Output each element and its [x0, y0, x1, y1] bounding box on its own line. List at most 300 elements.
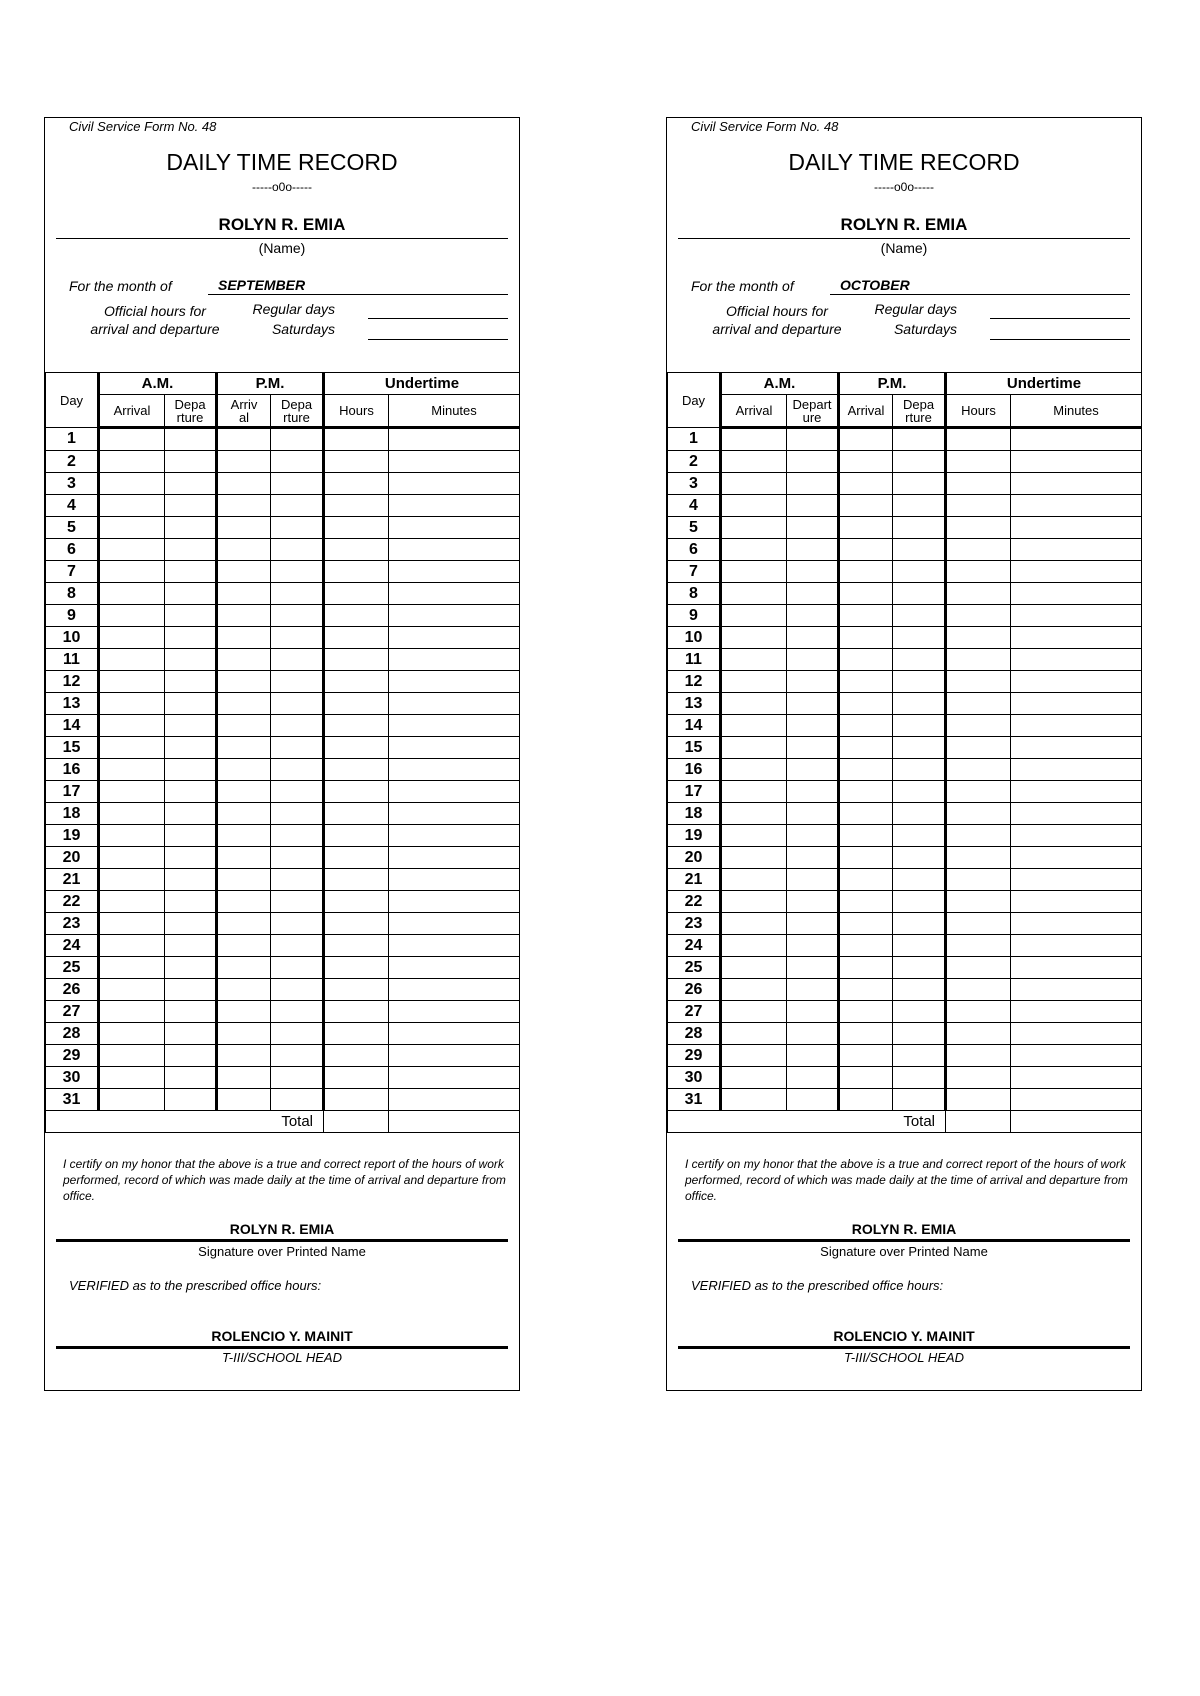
pm-departure-cell[interactable]: [271, 517, 324, 539]
undertime-hours-cell[interactable]: [324, 627, 389, 649]
pm-departure-cell[interactable]: [893, 913, 946, 935]
pm-arrival-cell[interactable]: [217, 847, 271, 869]
pm-arrival-cell[interactable]: [217, 693, 271, 715]
am-departure-cell[interactable]: [787, 957, 839, 979]
pm-departure-cell[interactable]: [271, 561, 324, 583]
undertime-hours-cell[interactable]: [324, 517, 389, 539]
undertime-hours-cell[interactable]: [946, 715, 1011, 737]
pm-arrival-cell[interactable]: [839, 737, 893, 759]
undertime-hours-cell[interactable]: [324, 759, 389, 781]
undertime-minutes-cell[interactable]: [1011, 825, 1142, 847]
am-departure-cell[interactable]: [165, 979, 217, 1001]
am-arrival-cell[interactable]: [721, 671, 787, 693]
am-departure-cell[interactable]: [787, 671, 839, 693]
am-arrival-cell[interactable]: [721, 825, 787, 847]
pm-arrival-cell[interactable]: [217, 1001, 271, 1023]
pm-departure-cell[interactable]: [893, 1023, 946, 1045]
am-arrival-cell[interactable]: [721, 473, 787, 495]
pm-departure-cell[interactable]: [893, 517, 946, 539]
pm-departure-cell[interactable]: [271, 869, 324, 891]
undertime-minutes-cell[interactable]: [389, 715, 520, 737]
pm-departure-cell[interactable]: [271, 847, 324, 869]
undertime-minutes-cell[interactable]: [1011, 1067, 1142, 1089]
undertime-hours-cell[interactable]: [324, 539, 389, 561]
total-hours-cell[interactable]: [324, 1111, 389, 1133]
pm-departure-cell[interactable]: [893, 671, 946, 693]
pm-departure-cell[interactable]: [271, 957, 324, 979]
pm-departure-cell[interactable]: [271, 1045, 324, 1067]
am-departure-cell[interactable]: [787, 803, 839, 825]
undertime-minutes-cell[interactable]: [389, 561, 520, 583]
pm-departure-cell[interactable]: [271, 781, 324, 803]
undertime-minutes-cell[interactable]: [1011, 891, 1142, 913]
am-departure-cell[interactable]: [787, 825, 839, 847]
undertime-hours-cell[interactable]: [324, 847, 389, 869]
pm-departure-cell[interactable]: [893, 583, 946, 605]
pm-arrival-cell[interactable]: [839, 583, 893, 605]
am-departure-cell[interactable]: [787, 869, 839, 891]
undertime-hours-cell[interactable]: [946, 847, 1011, 869]
pm-departure-cell[interactable]: [893, 473, 946, 495]
am-departure-cell[interactable]: [787, 693, 839, 715]
undertime-hours-cell[interactable]: [324, 737, 389, 759]
am-arrival-cell[interactable]: [721, 1023, 787, 1045]
am-arrival-cell[interactable]: [721, 428, 787, 451]
am-arrival-cell[interactable]: [721, 451, 787, 473]
pm-arrival-cell[interactable]: [839, 913, 893, 935]
pm-departure-cell[interactable]: [893, 957, 946, 979]
am-arrival-cell[interactable]: [721, 891, 787, 913]
pm-arrival-cell[interactable]: [217, 869, 271, 891]
undertime-hours-cell[interactable]: [324, 825, 389, 847]
pm-arrival-cell[interactable]: [217, 913, 271, 935]
undertime-minutes-cell[interactable]: [389, 495, 520, 517]
pm-departure-cell[interactable]: [271, 935, 324, 957]
undertime-hours-cell[interactable]: [324, 979, 389, 1001]
undertime-hours-cell[interactable]: [324, 1067, 389, 1089]
undertime-minutes-cell[interactable]: [1011, 693, 1142, 715]
pm-departure-cell[interactable]: [893, 539, 946, 561]
undertime-minutes-cell[interactable]: [1011, 869, 1142, 891]
undertime-minutes-cell[interactable]: [1011, 913, 1142, 935]
undertime-minutes-cell[interactable]: [389, 891, 520, 913]
pm-departure-cell[interactable]: [271, 803, 324, 825]
pm-departure-cell[interactable]: [893, 715, 946, 737]
am-arrival-cell[interactable]: [99, 649, 165, 671]
undertime-minutes-cell[interactable]: [1011, 737, 1142, 759]
undertime-minutes-cell[interactable]: [389, 473, 520, 495]
undertime-minutes-cell[interactable]: [1011, 781, 1142, 803]
undertime-minutes-cell[interactable]: [1011, 517, 1142, 539]
undertime-minutes-cell[interactable]: [389, 1001, 520, 1023]
am-departure-cell[interactable]: [787, 759, 839, 781]
am-departure-cell[interactable]: [787, 1045, 839, 1067]
undertime-hours-cell[interactable]: [946, 825, 1011, 847]
am-arrival-cell[interactable]: [99, 869, 165, 891]
pm-arrival-cell[interactable]: [217, 1067, 271, 1089]
pm-arrival-cell[interactable]: [839, 693, 893, 715]
undertime-minutes-cell[interactable]: [1011, 847, 1142, 869]
pm-departure-cell[interactable]: [271, 1089, 324, 1111]
pm-departure-cell[interactable]: [893, 605, 946, 627]
am-departure-cell[interactable]: [165, 495, 217, 517]
am-departure-cell[interactable]: [165, 957, 217, 979]
am-departure-cell[interactable]: [165, 847, 217, 869]
pm-departure-cell[interactable]: [271, 891, 324, 913]
pm-arrival-cell[interactable]: [217, 957, 271, 979]
pm-arrival-cell[interactable]: [217, 737, 271, 759]
pm-arrival-cell[interactable]: [839, 759, 893, 781]
pm-departure-cell[interactable]: [893, 451, 946, 473]
undertime-minutes-cell[interactable]: [389, 539, 520, 561]
am-arrival-cell[interactable]: [99, 693, 165, 715]
pm-departure-cell[interactable]: [893, 891, 946, 913]
pm-arrival-cell[interactable]: [839, 803, 893, 825]
am-departure-cell[interactable]: [165, 781, 217, 803]
pm-arrival-cell[interactable]: [839, 627, 893, 649]
pm-arrival-cell[interactable]: [217, 649, 271, 671]
am-arrival-cell[interactable]: [99, 605, 165, 627]
am-arrival-cell[interactable]: [99, 428, 165, 451]
total-minutes-cell[interactable]: [389, 1111, 520, 1133]
am-arrival-cell[interactable]: [99, 1089, 165, 1111]
pm-arrival-cell[interactable]: [839, 891, 893, 913]
pm-arrival-cell[interactable]: [217, 561, 271, 583]
am-departure-cell[interactable]: [787, 428, 839, 451]
am-departure-cell[interactable]: [165, 1067, 217, 1089]
undertime-minutes-cell[interactable]: [389, 1089, 520, 1111]
undertime-minutes-cell[interactable]: [389, 428, 520, 451]
undertime-hours-cell[interactable]: [946, 803, 1011, 825]
am-departure-cell[interactable]: [165, 869, 217, 891]
am-arrival-cell[interactable]: [99, 451, 165, 473]
am-arrival-cell[interactable]: [99, 935, 165, 957]
pm-arrival-cell[interactable]: [217, 428, 271, 451]
undertime-hours-cell[interactable]: [324, 561, 389, 583]
am-departure-cell[interactable]: [165, 759, 217, 781]
pm-departure-cell[interactable]: [271, 583, 324, 605]
am-arrival-cell[interactable]: [721, 539, 787, 561]
am-arrival-cell[interactable]: [721, 979, 787, 1001]
am-arrival-cell[interactable]: [99, 671, 165, 693]
pm-departure-cell[interactable]: [271, 428, 324, 451]
am-arrival-cell[interactable]: [721, 715, 787, 737]
undertime-minutes-cell[interactable]: [1011, 428, 1142, 451]
undertime-minutes-cell[interactable]: [1011, 539, 1142, 561]
am-departure-cell[interactable]: [165, 583, 217, 605]
undertime-hours-cell[interactable]: [946, 627, 1011, 649]
am-departure-cell[interactable]: [787, 715, 839, 737]
am-arrival-cell[interactable]: [99, 495, 165, 517]
pm-arrival-cell[interactable]: [839, 1089, 893, 1111]
undertime-hours-cell[interactable]: [324, 583, 389, 605]
pm-departure-cell[interactable]: [271, 539, 324, 561]
am-departure-cell[interactable]: [787, 649, 839, 671]
am-arrival-cell[interactable]: [99, 539, 165, 561]
pm-arrival-cell[interactable]: [839, 869, 893, 891]
am-departure-cell[interactable]: [787, 451, 839, 473]
pm-arrival-cell[interactable]: [217, 803, 271, 825]
am-departure-cell[interactable]: [787, 891, 839, 913]
am-departure-cell[interactable]: [165, 473, 217, 495]
pm-arrival-cell[interactable]: [839, 1067, 893, 1089]
pm-departure-cell[interactable]: [271, 737, 324, 759]
am-arrival-cell[interactable]: [99, 759, 165, 781]
undertime-minutes-cell[interactable]: [1011, 627, 1142, 649]
pm-departure-cell[interactable]: [271, 825, 324, 847]
am-departure-cell[interactable]: [165, 1089, 217, 1111]
pm-arrival-cell[interactable]: [217, 671, 271, 693]
am-arrival-cell[interactable]: [721, 627, 787, 649]
am-arrival-cell[interactable]: [99, 1001, 165, 1023]
pm-arrival-cell[interactable]: [839, 539, 893, 561]
undertime-hours-cell[interactable]: [324, 869, 389, 891]
am-arrival-cell[interactable]: [99, 913, 165, 935]
undertime-hours-cell[interactable]: [946, 1001, 1011, 1023]
am-departure-cell[interactable]: [165, 803, 217, 825]
undertime-hours-cell[interactable]: [946, 517, 1011, 539]
undertime-minutes-cell[interactable]: [1011, 1001, 1142, 1023]
pm-arrival-cell[interactable]: [839, 935, 893, 957]
am-departure-cell[interactable]: [165, 1045, 217, 1067]
undertime-hours-cell[interactable]: [946, 957, 1011, 979]
undertime-hours-cell[interactable]: [946, 979, 1011, 1001]
pm-arrival-cell[interactable]: [839, 473, 893, 495]
pm-arrival-cell[interactable]: [839, 1045, 893, 1067]
am-departure-cell[interactable]: [787, 473, 839, 495]
undertime-minutes-cell[interactable]: [389, 913, 520, 935]
undertime-minutes-cell[interactable]: [1011, 979, 1142, 1001]
am-arrival-cell[interactable]: [99, 627, 165, 649]
undertime-minutes-cell[interactable]: [389, 451, 520, 473]
pm-departure-cell[interactable]: [271, 1067, 324, 1089]
am-departure-cell[interactable]: [787, 847, 839, 869]
undertime-hours-cell[interactable]: [324, 1023, 389, 1045]
undertime-minutes-cell[interactable]: [389, 957, 520, 979]
undertime-hours-cell[interactable]: [324, 428, 389, 451]
pm-arrival-cell[interactable]: [839, 451, 893, 473]
pm-departure-cell[interactable]: [893, 935, 946, 957]
undertime-minutes-cell[interactable]: [1011, 803, 1142, 825]
pm-departure-cell[interactable]: [271, 693, 324, 715]
am-arrival-cell[interactable]: [721, 1089, 787, 1111]
am-departure-cell[interactable]: [787, 583, 839, 605]
am-departure-cell[interactable]: [787, 1067, 839, 1089]
pm-departure-cell[interactable]: [271, 649, 324, 671]
am-departure-cell[interactable]: [787, 627, 839, 649]
am-departure-cell[interactable]: [165, 649, 217, 671]
pm-departure-cell[interactable]: [271, 495, 324, 517]
am-departure-cell[interactable]: [165, 517, 217, 539]
pm-arrival-cell[interactable]: [217, 1023, 271, 1045]
am-arrival-cell[interactable]: [721, 935, 787, 957]
am-arrival-cell[interactable]: [721, 1067, 787, 1089]
pm-departure-cell[interactable]: [271, 979, 324, 1001]
undertime-minutes-cell[interactable]: [389, 649, 520, 671]
undertime-minutes-cell[interactable]: [1011, 935, 1142, 957]
pm-arrival-cell[interactable]: [217, 891, 271, 913]
pm-departure-cell[interactable]: [893, 1045, 946, 1067]
pm-arrival-cell[interactable]: [839, 428, 893, 451]
undertime-hours-cell[interactable]: [324, 913, 389, 935]
undertime-minutes-cell[interactable]: [1011, 561, 1142, 583]
undertime-minutes-cell[interactable]: [1011, 715, 1142, 737]
am-departure-cell[interactable]: [787, 495, 839, 517]
undertime-hours-cell[interactable]: [324, 693, 389, 715]
undertime-minutes-cell[interactable]: [389, 847, 520, 869]
undertime-hours-cell[interactable]: [324, 891, 389, 913]
pm-arrival-cell[interactable]: [217, 1089, 271, 1111]
am-arrival-cell[interactable]: [99, 715, 165, 737]
pm-arrival-cell[interactable]: [217, 979, 271, 1001]
pm-departure-cell[interactable]: [271, 671, 324, 693]
am-departure-cell[interactable]: [787, 935, 839, 957]
pm-arrival-cell[interactable]: [217, 495, 271, 517]
pm-departure-cell[interactable]: [893, 803, 946, 825]
pm-arrival-cell[interactable]: [839, 715, 893, 737]
pm-arrival-cell[interactable]: [217, 759, 271, 781]
undertime-minutes-cell[interactable]: [1011, 671, 1142, 693]
undertime-minutes-cell[interactable]: [1011, 583, 1142, 605]
undertime-hours-cell[interactable]: [946, 1023, 1011, 1045]
pm-arrival-cell[interactable]: [217, 1045, 271, 1067]
pm-arrival-cell[interactable]: [839, 1023, 893, 1045]
pm-arrival-cell[interactable]: [217, 583, 271, 605]
pm-arrival-cell[interactable]: [217, 451, 271, 473]
pm-departure-cell[interactable]: [271, 451, 324, 473]
undertime-hours-cell[interactable]: [324, 1001, 389, 1023]
undertime-hours-cell[interactable]: [324, 935, 389, 957]
am-departure-cell[interactable]: [787, 539, 839, 561]
am-arrival-cell[interactable]: [99, 957, 165, 979]
undertime-hours-cell[interactable]: [324, 671, 389, 693]
undertime-hours-cell[interactable]: [946, 605, 1011, 627]
undertime-hours-cell[interactable]: [946, 583, 1011, 605]
pm-departure-cell[interactable]: [893, 1067, 946, 1089]
undertime-minutes-cell[interactable]: [1011, 759, 1142, 781]
am-arrival-cell[interactable]: [99, 737, 165, 759]
am-departure-cell[interactable]: [787, 561, 839, 583]
am-arrival-cell[interactable]: [721, 803, 787, 825]
am-arrival-cell[interactable]: [99, 891, 165, 913]
undertime-minutes-cell[interactable]: [1011, 1089, 1142, 1111]
undertime-hours-cell[interactable]: [946, 891, 1011, 913]
am-departure-cell[interactable]: [165, 428, 217, 451]
pm-departure-cell[interactable]: [893, 869, 946, 891]
pm-arrival-cell[interactable]: [839, 605, 893, 627]
am-arrival-cell[interactable]: [721, 913, 787, 935]
am-arrival-cell[interactable]: [721, 517, 787, 539]
am-arrival-cell[interactable]: [99, 825, 165, 847]
am-arrival-cell[interactable]: [721, 583, 787, 605]
am-arrival-cell[interactable]: [721, 781, 787, 803]
undertime-hours-cell[interactable]: [324, 495, 389, 517]
undertime-minutes-cell[interactable]: [1011, 451, 1142, 473]
am-departure-cell[interactable]: [165, 935, 217, 957]
am-arrival-cell[interactable]: [721, 1001, 787, 1023]
am-arrival-cell[interactable]: [721, 869, 787, 891]
undertime-hours-cell[interactable]: [946, 561, 1011, 583]
am-departure-cell[interactable]: [165, 1001, 217, 1023]
pm-departure-cell[interactable]: [271, 759, 324, 781]
total-minutes-cell[interactable]: [1011, 1111, 1142, 1133]
undertime-hours-cell[interactable]: [324, 1089, 389, 1111]
undertime-hours-cell[interactable]: [946, 649, 1011, 671]
undertime-minutes-cell[interactable]: [389, 803, 520, 825]
am-departure-cell[interactable]: [787, 517, 839, 539]
undertime-minutes-cell[interactable]: [389, 825, 520, 847]
pm-arrival-cell[interactable]: [217, 473, 271, 495]
am-arrival-cell[interactable]: [99, 781, 165, 803]
undertime-minutes-cell[interactable]: [389, 583, 520, 605]
am-arrival-cell[interactable]: [99, 473, 165, 495]
pm-arrival-cell[interactable]: [839, 517, 893, 539]
undertime-minutes-cell[interactable]: [389, 671, 520, 693]
am-arrival-cell[interactable]: [99, 847, 165, 869]
am-departure-cell[interactable]: [165, 671, 217, 693]
undertime-minutes-cell[interactable]: [389, 605, 520, 627]
pm-arrival-cell[interactable]: [839, 979, 893, 1001]
pm-departure-cell[interactable]: [893, 979, 946, 1001]
undertime-hours-cell[interactable]: [946, 1045, 1011, 1067]
undertime-minutes-cell[interactable]: [389, 1067, 520, 1089]
undertime-hours-cell[interactable]: [946, 935, 1011, 957]
am-departure-cell[interactable]: [165, 451, 217, 473]
am-arrival-cell[interactable]: [721, 737, 787, 759]
undertime-hours-cell[interactable]: [946, 428, 1011, 451]
am-departure-cell[interactable]: [165, 627, 217, 649]
undertime-minutes-cell[interactable]: [389, 517, 520, 539]
pm-departure-cell[interactable]: [271, 627, 324, 649]
pm-departure-cell[interactable]: [893, 1089, 946, 1111]
am-departure-cell[interactable]: [165, 605, 217, 627]
undertime-minutes-cell[interactable]: [389, 781, 520, 803]
undertime-hours-cell[interactable]: [324, 781, 389, 803]
undertime-minutes-cell[interactable]: [389, 693, 520, 715]
pm-departure-cell[interactable]: [893, 737, 946, 759]
am-departure-cell[interactable]: [787, 1023, 839, 1045]
pm-departure-cell[interactable]: [893, 561, 946, 583]
undertime-hours-cell[interactable]: [946, 1089, 1011, 1111]
undertime-hours-cell[interactable]: [946, 759, 1011, 781]
am-arrival-cell[interactable]: [721, 561, 787, 583]
am-arrival-cell[interactable]: [721, 847, 787, 869]
undertime-hours-cell[interactable]: [946, 539, 1011, 561]
am-arrival-cell[interactable]: [99, 517, 165, 539]
pm-departure-cell[interactable]: [893, 627, 946, 649]
pm-departure-cell[interactable]: [271, 715, 324, 737]
am-departure-cell[interactable]: [787, 979, 839, 1001]
undertime-minutes-cell[interactable]: [389, 627, 520, 649]
undertime-hours-cell[interactable]: [324, 803, 389, 825]
am-departure-cell[interactable]: [787, 737, 839, 759]
undertime-hours-cell[interactable]: [946, 913, 1011, 935]
pm-departure-cell[interactable]: [893, 495, 946, 517]
undertime-minutes-cell[interactable]: [389, 979, 520, 1001]
undertime-minutes-cell[interactable]: [389, 935, 520, 957]
am-arrival-cell[interactable]: [99, 1045, 165, 1067]
pm-arrival-cell[interactable]: [217, 935, 271, 957]
pm-departure-cell[interactable]: [893, 1001, 946, 1023]
am-arrival-cell[interactable]: [721, 693, 787, 715]
am-arrival-cell[interactable]: [721, 495, 787, 517]
pm-departure-cell[interactable]: [893, 781, 946, 803]
undertime-minutes-cell[interactable]: [1011, 957, 1142, 979]
pm-arrival-cell[interactable]: [217, 539, 271, 561]
undertime-hours-cell[interactable]: [946, 869, 1011, 891]
undertime-hours-cell[interactable]: [946, 693, 1011, 715]
am-arrival-cell[interactable]: [721, 957, 787, 979]
